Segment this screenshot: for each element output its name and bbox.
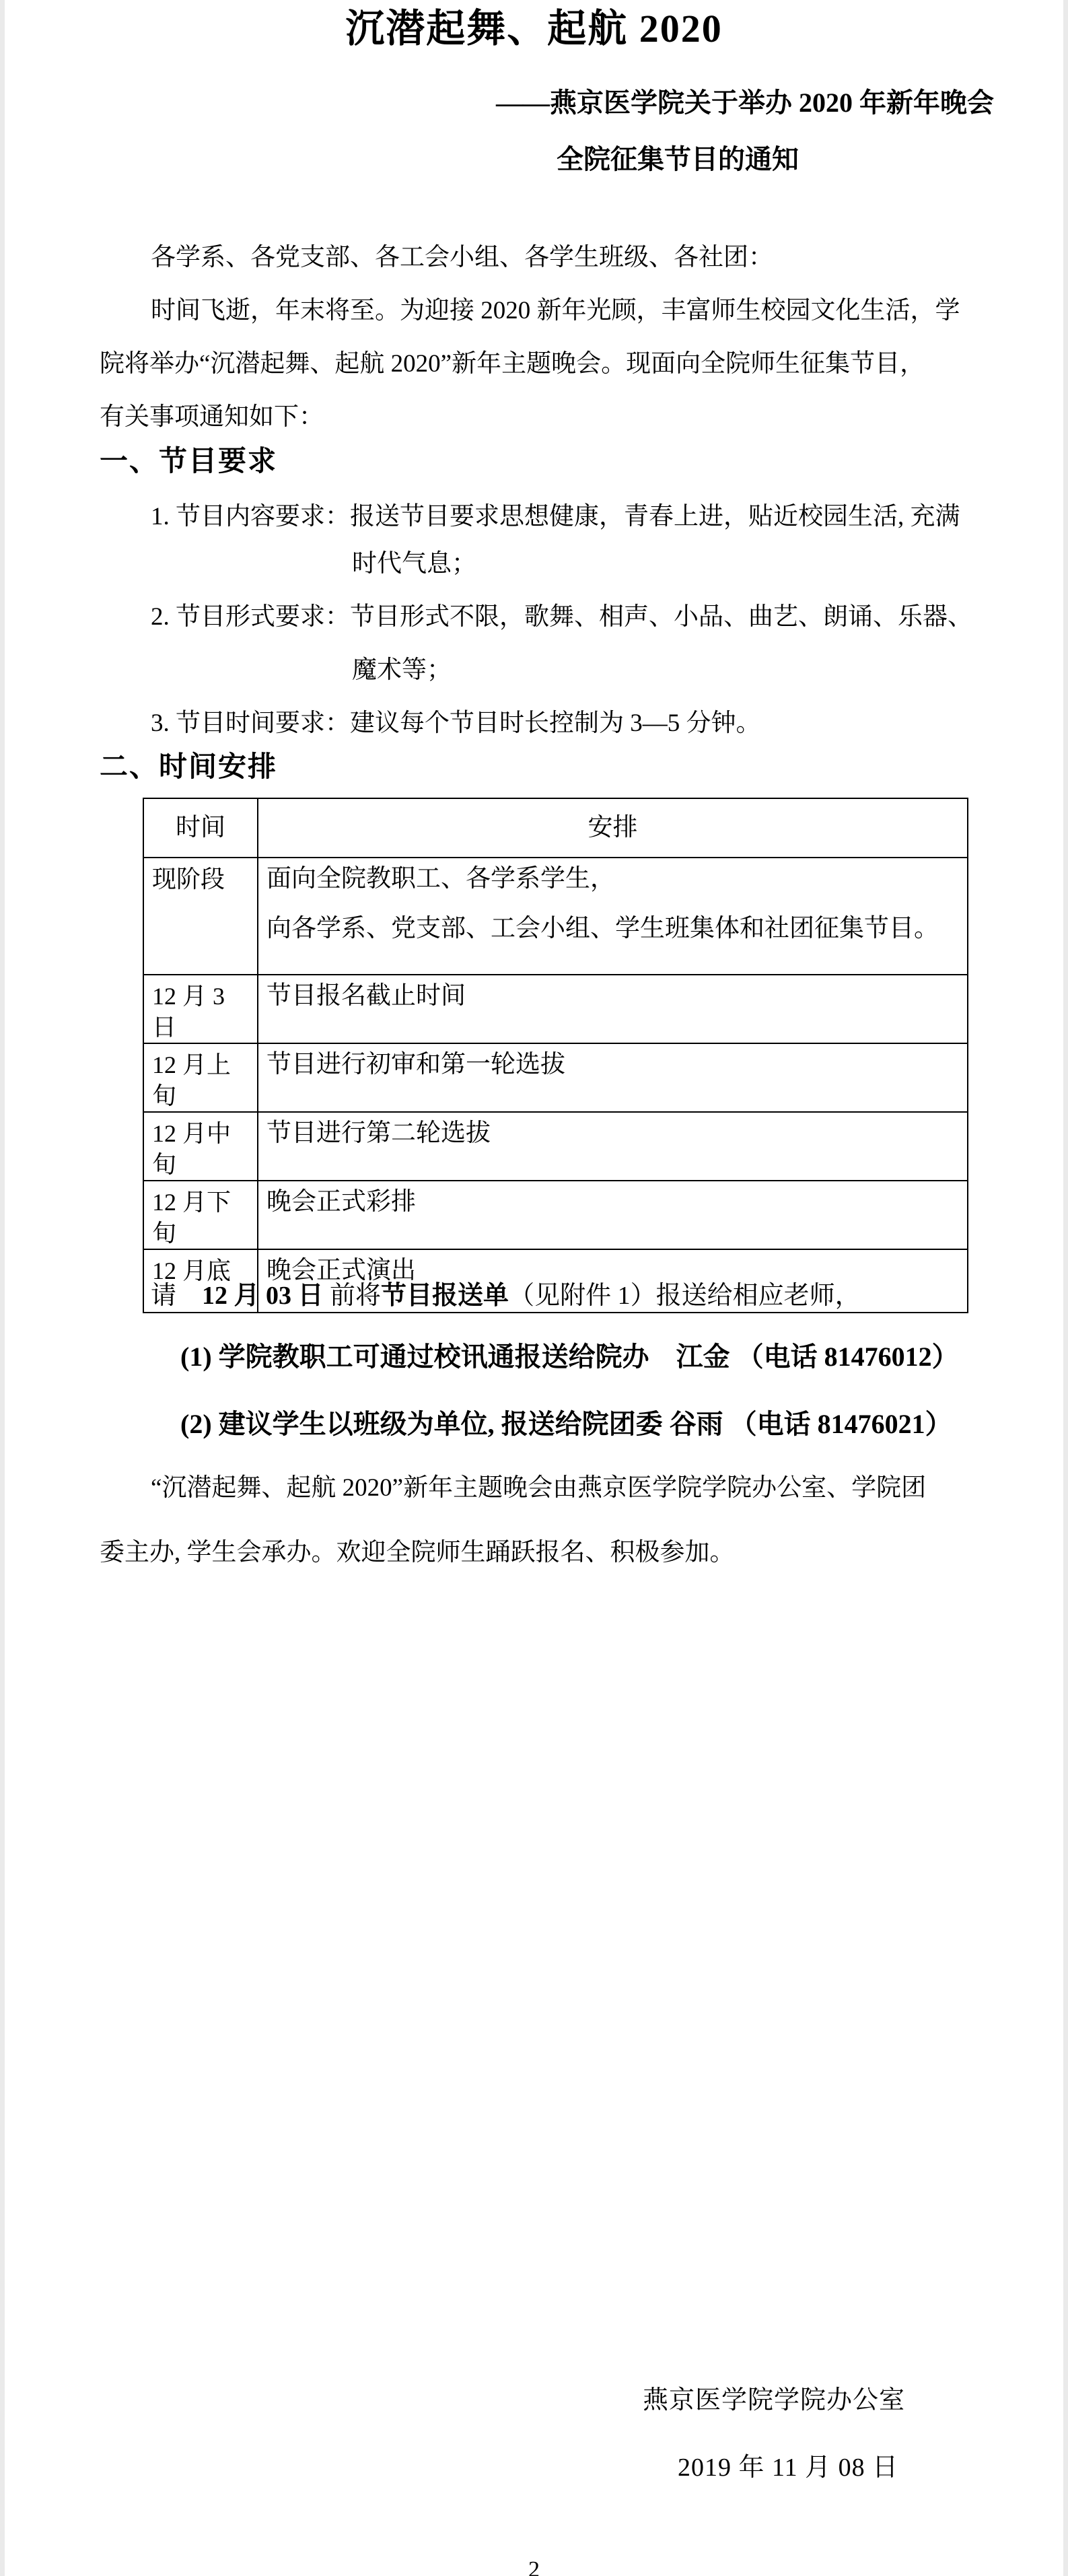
document-title: 沉潜起舞、起航 2020 xyxy=(345,7,723,50)
intro-line3: 有关事项通知如下： xyxy=(100,403,324,431)
requirement-item1-line1: 1. 节目内容要求：报送节目要求思想健康，青春上进，贴近校园生活, 充满 xyxy=(151,503,960,530)
submission-channel-students: (2) 建议学生以班级为单位, 报送给院团委 谷雨 （电话 81476021） xyxy=(180,1409,952,1439)
intro-line1: 时间飞逝，年末将至。为迎接 2020 新年光顾，丰富师生校园文化生活，学 xyxy=(151,297,960,324)
submission-channel-staff: (1) 学院教职工可通过校讯通报送给院办 江金 （电话 81476012） xyxy=(180,1342,959,1372)
schedule-row1-plan-line1: 面向全院教职工、各学系学生， xyxy=(266,865,615,893)
schedule-row3-plan: 节目进行初审和第一轮选拔 xyxy=(258,1043,968,1112)
schedule-row4-time: 12 月中旬 xyxy=(143,1112,258,1181)
schedule-row1-time: 现阶段 xyxy=(143,858,258,975)
requirement-item1-line2: 时代气息； xyxy=(352,550,476,578)
intro-line2: 院将举办“沉潜起舞、起航 2020”新年主题晚会。现面向全院师生征集节目， xyxy=(100,350,925,378)
requirement-item2-line1: 2. 节目形式要求：节目形式不限，歌舞、相声、小品、曲艺、朗诵、乐器、 xyxy=(151,603,972,631)
document-subtitle-line1: ——燕京医学院关于举办 2020 年新年晚会 xyxy=(496,88,994,118)
requirement-item2-line2: 魔术等； xyxy=(352,656,452,684)
table-row xyxy=(143,1043,968,1112)
closing-line1: “沉潜起舞、起航 2020”新年主题晚会由燕京医学院学院办公室、学院团 xyxy=(151,1474,927,1502)
schedule-table xyxy=(143,798,968,1313)
notice-mid: 前将 xyxy=(323,1282,382,1310)
scan-edge-right xyxy=(1063,0,1068,2576)
schedule-header-plan: 安排 xyxy=(258,798,968,858)
section1-heading: 一、节目要求 xyxy=(100,445,278,477)
signature: 燕京医学院学院办公室 xyxy=(643,2386,906,2414)
schedule-row3-time: 12 月上旬 xyxy=(143,1043,258,1112)
table-row xyxy=(143,975,968,1043)
schedule-header-row xyxy=(143,798,968,858)
closing-line2: 委主办, 学生会承办。欢迎全院师生踊跃报名、积极参加。 xyxy=(100,1539,735,1566)
schedule-row1-plan xyxy=(258,858,968,975)
schedule-row5-plan: 晚会正式彩排 xyxy=(258,1181,968,1249)
schedule-row6-plan: 晚会正式演出 xyxy=(258,1249,968,1313)
document-subtitle-line2: 全院征集节目的通知 xyxy=(557,144,799,174)
page-number: 2 xyxy=(528,2557,540,2576)
notice-deadline: 12 月 03 日 xyxy=(202,1282,324,1310)
schedule-row2-time: 12 月 3 日 xyxy=(143,975,258,1043)
table-row xyxy=(143,858,968,975)
table-row xyxy=(143,1112,968,1181)
schedule-row1-plan-line2: 向各学系、党支部、工会小组、学生班集体和社团征集节目。 xyxy=(266,915,939,942)
schedule-row6-time: 12 月底 xyxy=(143,1249,258,1313)
submission-notice xyxy=(151,1280,861,1311)
schedule-row2-plan: 节目报名截止时间 xyxy=(258,975,968,1043)
notice-post: （见附件 1）报送给相应老师， xyxy=(509,1282,861,1310)
schedule-header-time: 时间 xyxy=(143,798,258,858)
section2-heading: 二、时间安排 xyxy=(100,751,278,782)
table-row xyxy=(143,1181,968,1249)
notice-pre: 请 xyxy=(151,1282,203,1310)
signature-date: 2019 年 11 月 08 日 xyxy=(678,2453,899,2482)
schedule-row4-plan: 节目进行第二轮选拔 xyxy=(258,1112,968,1181)
schedule-row5-time: 12 月下旬 xyxy=(143,1181,258,1249)
requirement-item3: 3. 节目时间要求：建议每个节目时长控制为 3—5 分钟。 xyxy=(151,709,761,737)
notice-doc-name: 节目报送单 xyxy=(381,1282,509,1310)
scan-edge-left xyxy=(0,0,5,2576)
salutation: 各学系、各党支部、各工会小组、各学生班级、各社团： xyxy=(151,244,773,271)
